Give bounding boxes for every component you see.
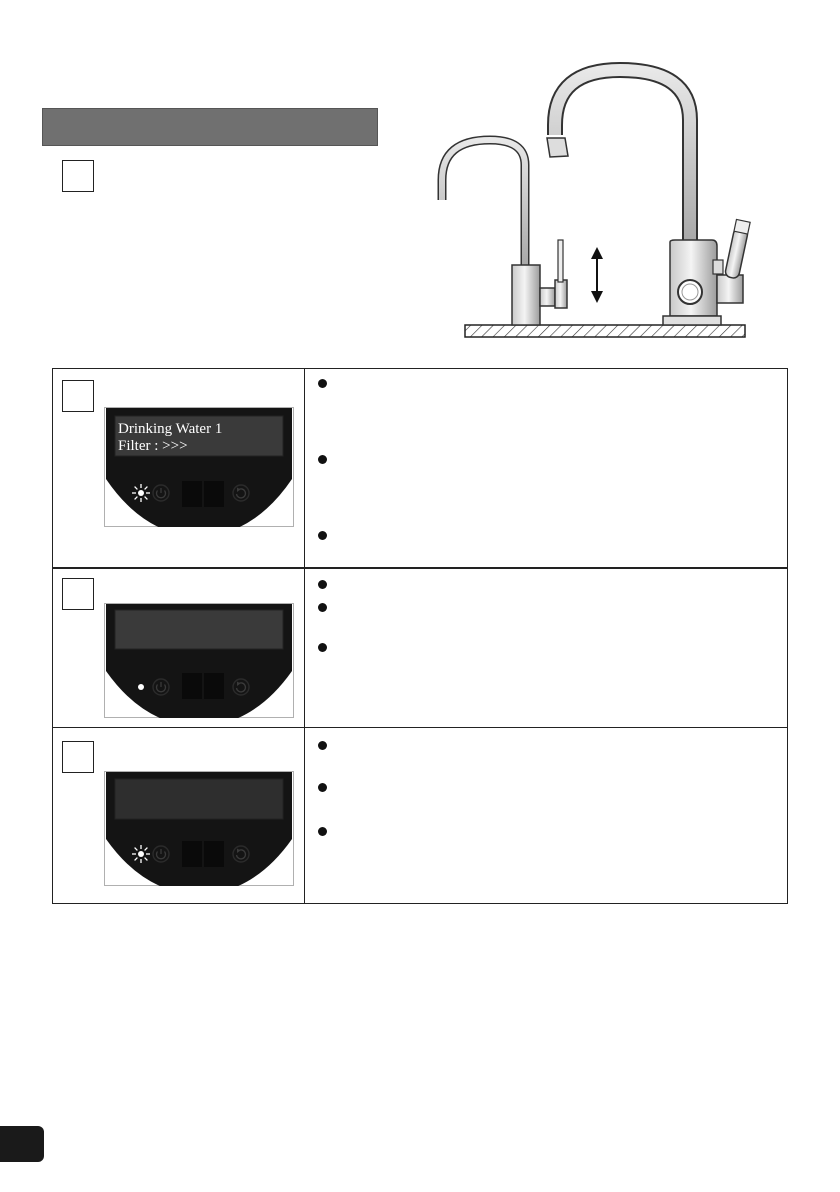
control-panel [104, 407, 294, 527]
lcd-display [115, 610, 283, 649]
faucet-illustration [430, 60, 760, 345]
step-box-row-1 [62, 380, 94, 412]
countertop [465, 325, 745, 337]
section-header-bar [42, 108, 378, 146]
bullet [318, 741, 327, 750]
table-row-divider [52, 727, 788, 728]
bullet [318, 827, 327, 836]
bullet [318, 580, 327, 589]
control-panel [104, 771, 294, 886]
lcd-line-2: Filter : >>> [118, 438, 188, 454]
table-row-divider [52, 567, 788, 569]
small-faucet [442, 140, 567, 325]
table-column-divider [304, 368, 305, 904]
bullet [318, 455, 327, 464]
step-box-row-2 [62, 578, 94, 610]
sun-icon [132, 845, 150, 863]
page-number-tab [0, 1126, 44, 1162]
bullet [318, 379, 327, 388]
step-box-top [62, 160, 94, 192]
step-box-row-3 [62, 741, 94, 773]
lcd-display [115, 779, 283, 819]
sun-icon [132, 484, 150, 502]
bullet [318, 603, 327, 612]
lcd-line-1: Drinking Water 1 [118, 421, 223, 437]
control-panel [104, 603, 294, 718]
bullet [318, 783, 327, 792]
large-faucet [547, 70, 750, 325]
bullet [318, 531, 327, 540]
dot-icon [138, 684, 144, 690]
double-arrow-icon [591, 247, 603, 303]
bullet [318, 643, 327, 652]
